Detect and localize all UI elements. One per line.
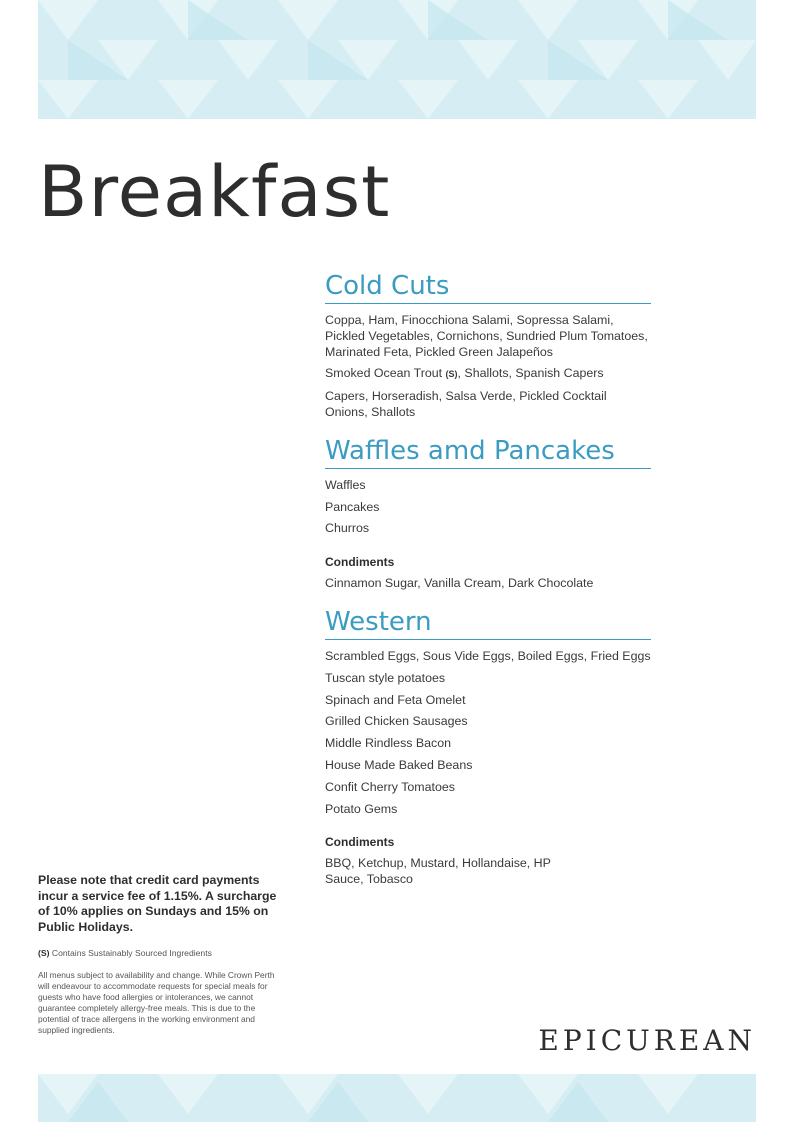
- menu-content: [325, 270, 651, 902]
- menu-item: Spinach and Feta Omelet: [325, 692, 466, 707]
- triangle-pattern-top: [38, 0, 756, 119]
- section-title: Western: [325, 606, 651, 640]
- section-western: [325, 606, 651, 888]
- menu-item: Middle Rindless Bacon: [325, 736, 452, 751]
- condiments-list: BBQ, Ketchup, Mustard, Hollandaise, HP Sauce, Tobasco: [325, 856, 551, 887]
- menu-item: Waffles: [325, 477, 366, 492]
- condiments-list: Cinnamon Sugar, Vanilla Cream, Dark Chocolate: [325, 576, 594, 591]
- menu-item: Capers, Horseradish, Salsa Verde, Pickled Cocktail Onions, Shallots: [325, 389, 607, 419]
- section-waffles-pancakes: [325, 435, 651, 592]
- section-cold-cuts: [325, 270, 651, 421]
- legend-text: Contains Sustainably Sourced Ingredients: [51, 948, 212, 958]
- section-title: Cold Cuts: [325, 270, 651, 304]
- menu-item: Churros: [325, 521, 370, 536]
- service-fee-notice: Please note that credit card payments incur a service fee of 1.15%. A surcharge of 10% applies on Sundays and 15% on Public Holidays.: [38, 873, 277, 934]
- menu-item: House Made Baked Beans: [325, 757, 473, 772]
- menu-item: Scrambled Eggs, Sous Vide Eggs, Boiled Eggs, Fried Eggs: [325, 648, 651, 663]
- menu-item: [325, 366, 651, 383]
- brand-logo: EPICUREAN: [538, 1024, 756, 1057]
- condiments-label: Condiments: [325, 835, 395, 850]
- legend: [38, 948, 278, 959]
- menu-item: Pancakes: [325, 499, 380, 514]
- menu-item: Coppa, Ham, Finocchiona Salami, Sopressa Salami, Pickled Vegetables, Cornichons, Sundried Plum Tomatoes, Marinated Feta, Pickled Green Jalapeños: [325, 313, 648, 359]
- page-title: Breakfast: [38, 151, 391, 233]
- menu-item-text-after: , Shallots, Spanish Capers: [457, 366, 604, 381]
- sustainable-tag: (S): [445, 369, 458, 380]
- sustainable-tag: (S): [38, 948, 50, 958]
- section-title: Waffles amd Pancakes: [325, 435, 651, 469]
- allergen-disclaimer: All menus subject to availability and change. While Crown Perth will endeavour to accommodate requests for special meals for guests who have food allergies or intolerances, we cannot guarantee completely allergy-free meals. This is due to the potential of trace allergens in the working environment and supplied ingredients.: [38, 970, 275, 1035]
- condiments-label: Condiments: [325, 555, 395, 570]
- item-list: [325, 478, 651, 592]
- menu-item-text: Smoked Ocean Trout: [325, 366, 443, 381]
- bottom-pattern-band: [38, 1074, 756, 1122]
- triangle-pattern-bottom: [38, 1074, 756, 1122]
- item-list: [325, 649, 651, 888]
- top-pattern-band: [38, 0, 756, 119]
- menu-item: Confit Cherry Tomatoes: [325, 779, 455, 794]
- menu-item: Tuscan style potatoes: [325, 670, 446, 685]
- menu-item: Grilled Chicken Sausages: [325, 714, 468, 729]
- item-list: [325, 313, 651, 421]
- menu-item: Potato Gems: [325, 801, 398, 816]
